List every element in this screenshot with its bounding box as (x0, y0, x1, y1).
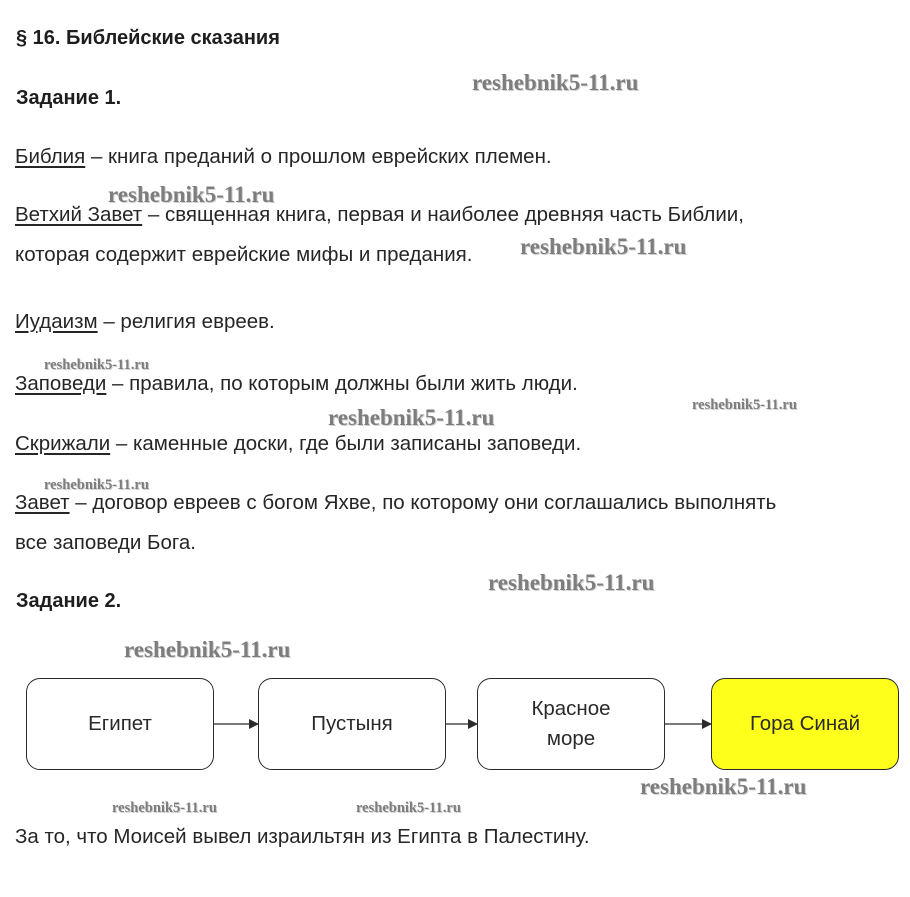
flow-label-mount-sinai: Гора Синай (749, 712, 861, 735)
watermark: reshebnik5-11.ru (488, 570, 655, 595)
term-bible: Библия (15, 145, 86, 168)
watermark: reshebnik5-11.ru (108, 182, 275, 207)
definition-judaism-text: – религия евреев. (97, 310, 275, 333)
term-commandments: Заповеди (15, 372, 107, 395)
task2-answer: За то, что Моисей вывел израильтян из Египта в Палестину. (15, 825, 590, 848)
flow-box-mount-sinai (711, 678, 899, 770)
watermark: reshebnik5-11.ru (44, 477, 149, 493)
term-covenant: Завет (15, 491, 70, 514)
watermark: reshebnik5-11.ru (124, 637, 291, 662)
flow-label-red-sea-line1: Красное (531, 697, 611, 720)
flow-box-desert (258, 678, 446, 770)
flow-label-egypt: Египет (88, 712, 152, 735)
section-title: § 16. Библейские сказания (16, 27, 280, 49)
term-judaism: Иудаизм (15, 310, 98, 333)
definition-tablets-text: – каменные доски, где были записаны заповеди. (110, 432, 582, 455)
term-tablets: Скрижали (15, 432, 111, 455)
watermark: reshebnik5-11.ru (44, 357, 149, 373)
watermark: reshebnik5-11.ru (692, 397, 797, 413)
term-old-testament: Ветхий Завет (15, 203, 143, 226)
watermark: reshebnik5-11.ru (472, 70, 639, 95)
definition-old-testament-continuation: которая содержит еврейские мифы и предания. (15, 243, 473, 266)
flow-box-egypt (26, 678, 214, 770)
task1-title: Задание 1. (16, 87, 122, 109)
watermark: reshebnik5-11.ru (520, 234, 687, 259)
task2-title: Задание 2. (16, 590, 122, 612)
watermark: reshebnik5-11.ru (112, 800, 217, 816)
flow-label-red-sea-line2: море (546, 727, 596, 750)
flow-label-desert: Пустыня (311, 712, 393, 735)
watermark: reshebnik5-11.ru (356, 800, 461, 816)
definition-commandments-text: – правила, по которым должны были жить люди. (106, 372, 578, 395)
definition-covenant-continuation: все заповеди Бога. (15, 531, 197, 554)
definition-covenant-text: – договор евреев с богом Яхве, по которому они соглашались выполнять (69, 491, 777, 514)
flow-box-red-sea (477, 678, 665, 770)
definition-old-testament-text: – священная книга, первая и наиболее древняя часть Библии, (142, 203, 744, 226)
watermark: reshebnik5-11.ru (328, 405, 495, 430)
watermark: reshebnik5-11.ru (640, 774, 807, 799)
definition-bible-text: – книга преданий о прошлом еврейских племен. (85, 145, 552, 168)
